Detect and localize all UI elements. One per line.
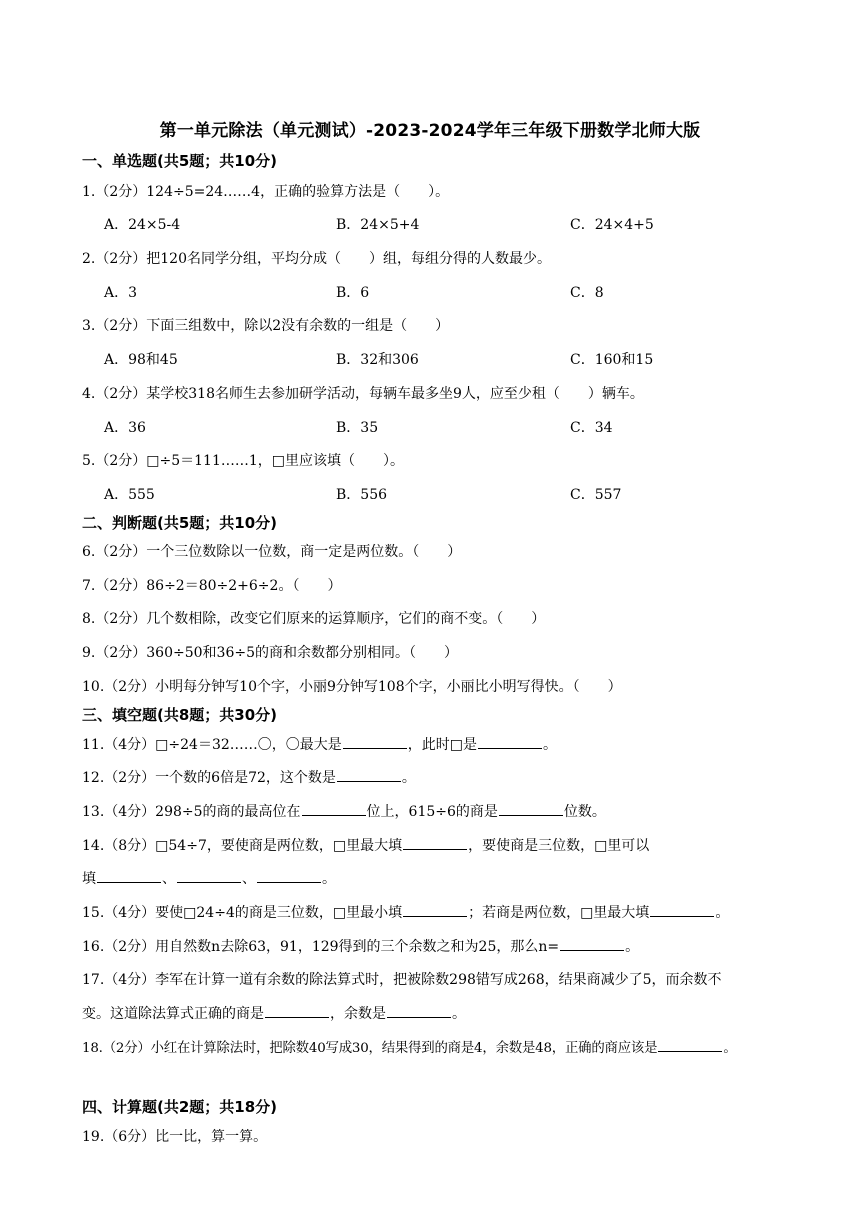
question-7: 7.（2分）86÷2＝80÷2+6÷2。（ ） bbox=[82, 578, 342, 594]
q14-text-2: ，要使商是三位数，□里可以 bbox=[468, 838, 650, 854]
question-17-line-1: 17.（4分）李军在计算一道有余数的除法算式时，把被除数298错写成268，结果商减少了5，而余数不 bbox=[82, 972, 722, 988]
question-5: 5.（2分）□÷5＝111……1，□里应该填（ ）。 bbox=[82, 453, 404, 469]
answer-blank[interactable] bbox=[560, 936, 624, 951]
q16-text-2: 。 bbox=[625, 939, 640, 955]
answer-blank[interactable] bbox=[650, 902, 714, 917]
question-14-line-1 bbox=[82, 835, 649, 855]
q15-text-1: 15.（4分）要使□24÷4的商是三位数，□里最小填 bbox=[82, 905, 403, 921]
q17-text-2: ，余数是 bbox=[330, 1006, 386, 1022]
question-17-line-2 bbox=[82, 1003, 466, 1023]
q12-text-1: 12.（2分）一个数的6倍是72，这个数是 bbox=[82, 770, 336, 786]
answer-blank[interactable] bbox=[97, 868, 161, 883]
answer-blank[interactable] bbox=[257, 868, 321, 883]
answer-blank[interactable] bbox=[343, 734, 407, 749]
q15-text-2: ；若商是两位数，□里最大填 bbox=[468, 905, 650, 921]
q3-option-b: B．32和306 bbox=[336, 352, 419, 368]
q14-text-5: 、 bbox=[242, 871, 256, 887]
q2-option-c: C．8 bbox=[570, 285, 604, 301]
section-heading-true-false: 二、判断题(共5题；共10分) bbox=[82, 514, 278, 532]
q3-option-a: A．98和45 bbox=[104, 352, 178, 368]
answer-blank[interactable] bbox=[403, 902, 467, 917]
q15-text-3: 。 bbox=[715, 905, 730, 921]
q5-option-c: C．557 bbox=[570, 487, 622, 503]
q5-option-a: A．555 bbox=[104, 487, 155, 503]
q5-option-b: B．556 bbox=[336, 487, 388, 503]
q13-text-1: 13.（4分）298÷5的商的最高位在 bbox=[82, 804, 301, 820]
q4-option-a: A．36 bbox=[104, 420, 146, 436]
answer-blank[interactable] bbox=[499, 801, 563, 816]
question-1: 1.（2分）124÷5=24……4，正确的验算方法是（ ）。 bbox=[82, 184, 450, 200]
q18-text-2: 。 bbox=[723, 1041, 737, 1056]
question-11 bbox=[82, 734, 557, 754]
q13-text-2: 位上，615÷6的商是 bbox=[366, 804, 498, 820]
q18-text-1: 18.（2分）小红在计算除法时，把除数40写成30，结果得到的商是4，余数是48，正确的商应该是 bbox=[82, 1041, 658, 1056]
question-10: 10.（2分）小明每分钟写10个字，小丽9分钟写108个字，小丽比小明写得快。（ ） bbox=[82, 679, 622, 695]
answer-blank[interactable] bbox=[478, 734, 542, 749]
question-12 bbox=[82, 767, 416, 787]
answer-blank[interactable] bbox=[658, 1037, 722, 1052]
question-4: 4.（2分）某学校318名师生去参加研学活动，每辆车最多坐9人，应至少租（ ）辆车。 bbox=[82, 386, 644, 402]
answer-blank[interactable] bbox=[265, 1003, 329, 1018]
section-heading-single-choice: 一、单选题(共5题；共10分) bbox=[82, 152, 278, 170]
q1-option-a: A．24×5-4 bbox=[104, 217, 181, 233]
q11-text-2: ，此时□是 bbox=[407, 737, 477, 753]
q14-text-3: 填 bbox=[82, 871, 96, 887]
question-19: 19.（6分）比一比，算一算。 bbox=[82, 1129, 268, 1145]
answer-blank[interactable] bbox=[403, 835, 467, 850]
answer-blank[interactable] bbox=[302, 801, 366, 816]
question-3: 3.（2分）下面三组数中，除以2没有余数的一组是（ ） bbox=[82, 318, 450, 334]
question-6: 6.（2分）一个三位数除以一位数，商一定是两位数。（ ） bbox=[82, 544, 462, 560]
q17-text-3: 。 bbox=[452, 1006, 466, 1022]
q2-option-a: A．3 bbox=[104, 285, 138, 301]
q14-text-6: 。 bbox=[322, 871, 336, 887]
q2-option-b: B．6 bbox=[336, 285, 370, 301]
q11-text-3: 。 bbox=[543, 737, 557, 753]
answer-blank[interactable] bbox=[337, 767, 401, 782]
question-2: 2.（2分）把120名同学分组，平均分成（ ）组，每组分得的人数最少。 bbox=[82, 251, 551, 267]
q17-text-1: 变。这道除法算式正确的商是 bbox=[82, 1006, 264, 1022]
question-14-line-2 bbox=[82, 868, 336, 888]
q1-option-b: B．24×5+4 bbox=[336, 217, 420, 233]
q4-option-b: B．35 bbox=[336, 420, 379, 436]
question-15 bbox=[82, 902, 729, 922]
question-16 bbox=[82, 936, 639, 956]
q3-option-c: C．160和15 bbox=[570, 352, 654, 368]
q11-text-1: 11.（4分）□÷24＝32……〇，〇最大是 bbox=[82, 737, 342, 753]
question-8: 8.（2分）几个数相除，改变它们原来的运算顺序，它们的商不变。（ ） bbox=[82, 611, 546, 627]
question-13 bbox=[82, 801, 606, 821]
q14-text-1: 14.（8分）□54÷7，要使商是两位数，□里最大填 bbox=[82, 838, 403, 854]
q12-text-2: 。 bbox=[401, 770, 416, 786]
question-18 bbox=[82, 1037, 737, 1056]
q13-text-3: 位数。 bbox=[563, 804, 606, 820]
answer-blank[interactable] bbox=[177, 868, 241, 883]
question-9: 9.（2分）360÷50和36÷5的商和余数都分别相同。（ ） bbox=[82, 645, 458, 661]
section-heading-calculation: 四、计算题(共2题；共18分) bbox=[82, 1098, 278, 1116]
q4-option-c: C．34 bbox=[570, 420, 613, 436]
worksheet-title: 第一单元除法（单元测试）-2023-2024学年三年级下册数学北师大版 bbox=[159, 121, 701, 141]
q1-option-c: C．24×4+5 bbox=[570, 217, 654, 233]
section-heading-fill-blank: 三、填空题(共8题；共30分) bbox=[82, 706, 278, 724]
q16-text-1: 16.（2分）用自然数n去除63，91，129得到的三个余数之和为25，那么n= bbox=[82, 939, 560, 955]
q14-text-4: 、 bbox=[162, 871, 176, 887]
answer-blank[interactable] bbox=[387, 1003, 451, 1018]
